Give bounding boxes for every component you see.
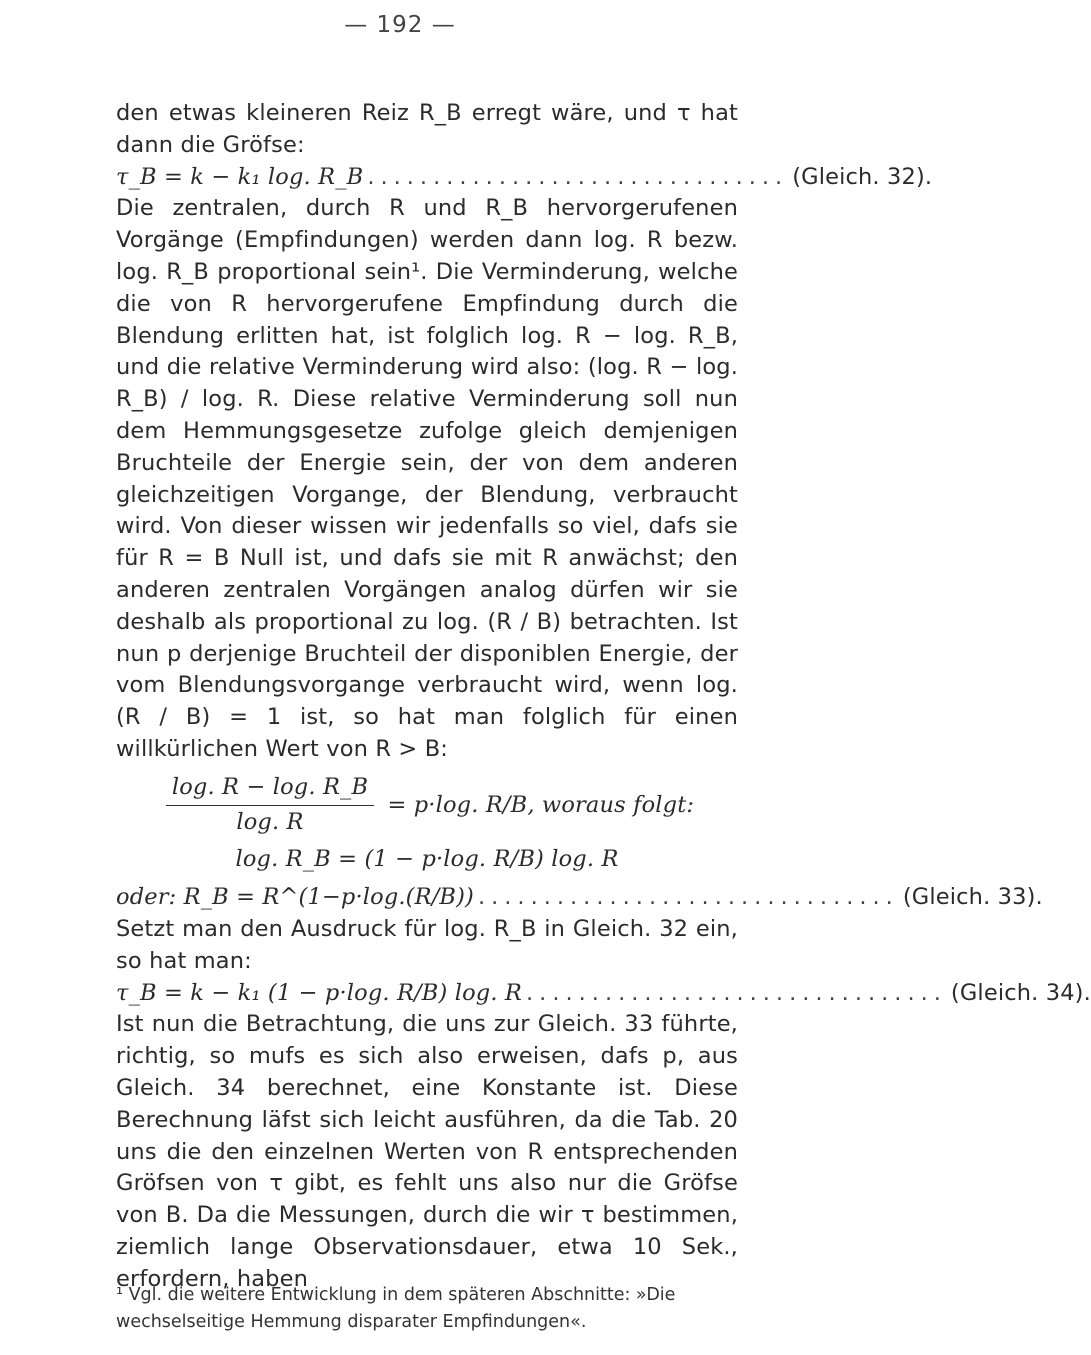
equation-33 xyxy=(116,882,1043,914)
equation-33-label: (Gleich. 33). xyxy=(902,884,1043,911)
fraction xyxy=(166,772,374,839)
leader-dots: ................................ xyxy=(526,979,947,1006)
footnote-text: ¹ Vgl. die weitere Entwicklung in dem späteren Abschnitte: »Die wechselseitige Hemmung disparater Empfindungen«. xyxy=(116,1285,676,1332)
page-number: — 192 — xyxy=(344,12,456,38)
fraction-equation xyxy=(116,772,738,839)
equation-33-formula: oder: R_B = R^(1−p·log.(R/B)) xyxy=(116,884,474,911)
equation-32 xyxy=(116,162,933,194)
paragraph-1: den etwas kleineren Reiz R_B erregt wäre, und τ hat dann die Gröfse: xyxy=(116,100,738,158)
paragraph-2: Die zentralen, durch R und R_B hervorgerufenen Vorgänge (Empfindungen) werden dann log. R bezw. log. R_B proportional sein¹. Die Verminderung, welche die von R hervorgerufene Empfindung durch die Blendung erlitten hat, ist folglich log. R − log. R_B, und die relative Verminderung wird also: (log. R − log. R_B) / log. R. Diese relative Verminderung soll nun dem Hemmungsgesetze zufolge gleich demjenigen Bruchteile der Energie sein, der von dem anderen gleichzeitigen Vorgange, der Blendung, verbraucht wird. Von dieser wissen wir jedenfalls so viel, dafs sie für R = B Null ist, und dafs sie mit R anwächst; den anderen zentralen Vorgängen analog dürfen wir sie deshalb als proportional zu log. (R / B) betrachten. Ist nun p derjenige Bruchteil der disponiblen Energie, der vom Blendungsvorgange verbraucht wird, wenn log. (R / B) = 1 ist, so hat man folglich für einen willkürlichen Wert von R > B: xyxy=(116,195,738,762)
equation-32-label: (Gleich. 32). xyxy=(792,163,933,190)
fraction-rhs: = p·log. R/B, woraus folgt: xyxy=(387,791,695,818)
paragraph-4: Ist nun die Betrachtung, die uns zur Gleich. 33 führte, richtig, so mufs es sich also erweisen, dafs p, aus Gleich. 34 berechnet, eine Konstante ist. Diese Berechnung läfst sich leicht ausführen, da die Tab. 20 uns die den einzelnen Werten von R entsprechenden Gröfsen von τ gibt, es fehlt uns also nur die Gröfse von B. Da die Messungen, durch die wir τ bestimmen, ziemlich lange Observationsdauer, etwa 10 Sek., erfordern, haben xyxy=(116,1011,738,1292)
paragraph-3: Setzt man den Ausdruck für log. R_B in Gleich. 32 ein, so hat man: xyxy=(116,915,738,974)
equation-34-formula: τ_B = k − k₁ (1 − p·log. R/B) log. R xyxy=(116,979,523,1006)
equation-log-rb: log. R_B = (1 − p·log. R/B) log. R xyxy=(235,846,619,873)
leader-dots: ................................ xyxy=(367,163,789,190)
body-text xyxy=(116,98,1091,1295)
fraction-numerator: log. R − log. R_B xyxy=(166,772,374,806)
equation-32-formula: τ_B = k − k₁ log. R_B xyxy=(116,163,364,190)
leader-dots: ................................ xyxy=(477,884,899,911)
equation-34-label: (Gleich. 34). xyxy=(950,979,1091,1006)
fraction-denominator: log. R xyxy=(236,808,304,835)
equation-34 xyxy=(116,978,1091,1010)
footnote xyxy=(116,1282,738,1336)
